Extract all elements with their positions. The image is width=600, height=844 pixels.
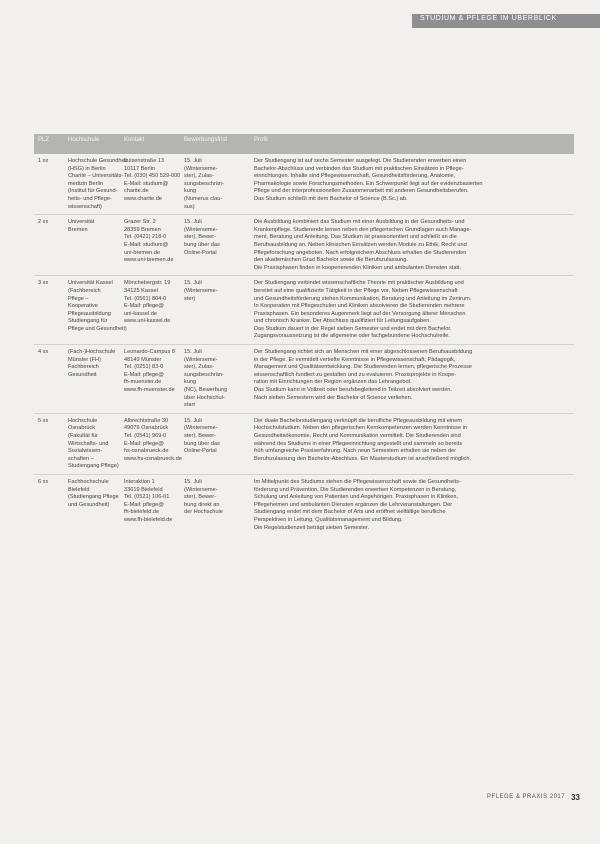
section-header-title: STUDIUM & PFLEGE IM ÜBERBLICK <box>420 15 557 22</box>
cell-line: E-Mail: pflege@ <box>124 501 164 508</box>
cell-line: start <box>184 402 195 409</box>
column-header-profil: Profil <box>254 137 268 143</box>
cell-line: www.uni-bremen.de <box>124 257 174 264</box>
cell-line: ster) <box>184 295 196 302</box>
cell-line: Die Praxisphasen finden in kooperierenden Kliniken und ambulanten Diensten statt. <box>254 264 462 271</box>
cell-line: medizin Berlin <box>68 180 104 187</box>
cell-line: Nach sieben Semestern wird der Bachelor of Science verliehen. <box>254 394 413 401</box>
cell-line: 15. Juli <box>184 478 202 485</box>
cell-line: (Winterseme- <box>184 226 218 233</box>
cell-line: 10117 Berlin <box>124 165 155 172</box>
table-row <box>34 154 574 214</box>
cell-line: ration mit Einrichtungen der Region ergänzen das Lehrangebot. <box>254 379 412 386</box>
cell-profil <box>250 414 574 474</box>
cell-line: früh umfangreiche Praxiserfahrung. Nach neun Semestern erhalten sie neben der <box>254 448 457 455</box>
cell-line: Universität <box>68 219 95 226</box>
cell-line: Hochschule <box>68 417 98 424</box>
cell-line: fh-bielefeld.de <box>124 509 160 516</box>
cell-line: Studiengang Pflege) <box>68 463 119 470</box>
cell-line: 2 xx <box>38 219 49 226</box>
section-header-band <box>412 14 600 28</box>
cell-kontakt <box>120 345 180 413</box>
cell-line: Leonardo-Campus 8 <box>124 349 175 356</box>
cell-line: 15. Juli <box>184 158 202 164</box>
cell-line: (Studiengang Pflege <box>68 494 119 501</box>
cell-line: wissenschaftlich fundiert zu gestalten und zu evaluieren. Praxisprojekte in Koope- <box>254 371 457 378</box>
table-header <box>34 134 574 154</box>
cell-line: ment, Beratung und Anleitung. Das Studium ist praxisorientiert und schließt an die <box>254 234 457 241</box>
cell-line: Bremen <box>68 226 88 233</box>
cell-hochschule <box>64 154 128 214</box>
cell-line: Online-Portal <box>184 448 217 455</box>
cell-plz <box>34 154 64 214</box>
cell-line: Management und Qualitätsentwicklung. Die Studierenden lernen, pflegerische Prozesse <box>254 364 472 371</box>
cell-line: und Gesundheit) <box>68 501 110 508</box>
cell-line: Tel. (030) 450 529-000 <box>124 173 181 180</box>
cell-line: Pflegeheimen und ambulanten Diensten ergänzen die Lehrveranstaltungen. Der <box>254 501 453 508</box>
cell-line: fh-muenster.de <box>124 379 162 386</box>
cell-line: In Kooperation mit Pflegeschulen und Kliniken absolvieren die Studierenden mehrere <box>254 303 465 310</box>
cell-line: 49076 Osnabrück <box>124 425 169 432</box>
cell-kontakt <box>120 154 180 214</box>
cell-line: Münster (FH) <box>68 356 101 363</box>
cell-plz <box>34 475 64 535</box>
cell-line: Bielefeld <box>68 486 90 493</box>
cell-line: Tel. (0421) 218-0 <box>124 234 167 241</box>
table-row <box>34 413 574 474</box>
cell-bewerbungsfrist <box>180 215 250 275</box>
cell-line: Pflegeforschung angeboten. Nach erfolgreichem Abschluss erhalten die Studierenden <box>254 249 467 256</box>
cell-line: heits- und Pflege- <box>68 195 112 202</box>
cell-line: sus) <box>184 203 195 210</box>
cell-line: (NC), Bewerbung <box>184 387 228 394</box>
cell-line: Tel. (0521) 106-01 <box>124 494 170 501</box>
table-body <box>34 154 574 535</box>
cell-line: Albrechtstraße 30 <box>124 417 169 424</box>
cell-line: Luisenstraße 13 <box>124 158 165 164</box>
cell-line: (HSG) in Berlin <box>68 165 106 172</box>
cell-line: E-Mail: pflege@ <box>124 371 164 378</box>
cell-line: Wirtschafts- und <box>68 440 109 447</box>
cell-line: sungsbeschrän- <box>184 371 224 378</box>
cell-hochschule <box>64 276 127 344</box>
cell-line: Im Mittelpunkt des Studiums stehen die Pflegewissenschaft sowie die Gesundheits- <box>254 478 461 485</box>
cell-hochschule <box>64 414 120 474</box>
cell-bewerbungsfrist <box>180 414 250 474</box>
cell-line: ster), Bewer- <box>184 433 217 439</box>
cell-line: (Winterseme- <box>184 356 218 363</box>
cell-line: Der Studiengang verbindet wissenschaftliche Theorie mit praktischer Ausbildung und <box>254 280 464 287</box>
study-overview-table <box>34 134 574 535</box>
cell-line: Perspektiven in Leitung, Qualitätsmanagement und Bildung. <box>254 516 403 523</box>
cell-line: 34125 Kassel <box>124 287 158 294</box>
cell-line: Pflegeausbildung <box>68 310 111 317</box>
cell-line: Pflege und der interprofessionellen Zusammenarbeit mit anderen Gesundheitsberufen. <box>254 188 469 195</box>
cell-line: (Institut für Gesund- <box>68 188 118 195</box>
cell-hochschule <box>64 345 120 413</box>
cell-bewerbungsfrist <box>180 475 250 535</box>
cell-profil <box>250 215 574 275</box>
cell-line: hs-osnabrueck.de <box>124 448 169 455</box>
page-footer <box>480 791 580 803</box>
cell-profil <box>250 276 574 344</box>
cell-line: E-Mail: pflege@ <box>124 303 164 310</box>
cell-line: Interaktion 1 <box>124 478 155 485</box>
cell-line: (Winterseme- <box>184 287 218 294</box>
table-row <box>34 214 574 275</box>
cell-bewerbungsfrist <box>180 154 250 214</box>
cell-line: einrichtungen. Inhalte sind Pflegewissenschaft, Gesundheitsförderung, Anatomie, <box>254 173 456 180</box>
cell-line: Gesundheit <box>68 371 97 378</box>
cell-line: der Hochschule <box>184 509 223 516</box>
cell-hochschule <box>64 215 120 275</box>
cell-line: Studiengang endet mit dem Bachelor of Arts und eröffnet vielfältige berufliche <box>254 509 446 516</box>
cell-line: förderung und Prävention. Die Studierenden erwerben Kompetenzen in Beratung, <box>254 486 457 493</box>
cell-line: Das Studium kann in Vollzeit oder berufsbegleitend in Teilzeit absolviert werden. <box>254 387 452 394</box>
cell-line: in der Pflege. Er vermittelt vertiefte Kenntnisse in Pflegewissenschaft, Pädagogik, <box>254 356 456 363</box>
column-header-kontakt: Kontakt <box>124 137 145 143</box>
cell-line: Berufszulassung den Bachelor-Abschluss. Ein Masterstudium ist anschließend möglich. <box>254 455 472 462</box>
cell-line: ster), Zulas- <box>184 364 214 371</box>
cell-line: 15. Juli <box>184 280 202 287</box>
cell-line: Tel. (0251) 83-0 <box>124 364 164 371</box>
cell-plz <box>34 276 64 344</box>
cell-line: Fachbereich <box>68 364 99 371</box>
cell-line: Tel. (0541) 969-0 <box>124 433 167 439</box>
cell-kontakt <box>120 475 180 535</box>
cell-line: Pflege – <box>68 295 89 302</box>
cell-hochschule <box>64 475 120 535</box>
cell-line: Der Studiengang ist auf sechs Semester ausgelegt. Die Studierenden erwerben einen <box>254 158 467 164</box>
cell-profil <box>250 154 574 214</box>
column-header-hochschule: Hochschule <box>68 137 100 143</box>
cell-line: Universität Kassel <box>68 280 113 287</box>
cell-line: 6 xx <box>38 478 49 485</box>
cell-line: wissenschaft) <box>68 203 102 210</box>
cell-line: 4 xx <box>38 349 49 356</box>
cell-line: (Winterseme- <box>184 425 218 432</box>
cell-bewerbungsfrist <box>180 345 250 413</box>
cell-line: www.fh-bielefeld.de <box>124 516 173 523</box>
cell-line: kung <box>184 188 197 195</box>
cell-profil <box>250 475 574 535</box>
cell-line: Zugangsvoraussetzung ist die allgemeine oder fachgebundene Hochschulreife. <box>254 333 450 340</box>
cell-line: Fachhochschule <box>68 478 109 485</box>
cell-line: (Fach-)Hochschule <box>68 349 116 356</box>
cell-line: 48149 Münster <box>124 356 162 363</box>
cell-line: ster), Bewer- <box>184 234 217 241</box>
cell-line: Kooperative <box>68 303 98 310</box>
cell-line: Schulung und Anleitung von Patienten und Angehörigen. Praxisphasen in Kliniken, <box>254 494 459 501</box>
footer-label: PFLEGE & PRAXIS 2017 <box>487 794 566 800</box>
cell-line: und chronisch Kranker. Der Abschluss qualifiziert für Leitungsaufgaben. <box>254 318 431 325</box>
cell-line: 15. Juli <box>184 417 202 424</box>
cell-line: Bachelor-Abschluss und verbinden das Studium mit praktischen Einsätzen in Pflege- <box>254 165 464 172</box>
cell-line: ster), Zulas- <box>184 173 214 180</box>
cell-line: 1 xx <box>38 158 49 164</box>
cell-line: Der duale Bachelorstudiengang verknüpft die berufliche Pflegeausbildung mit einem <box>254 417 463 424</box>
cell-line: Pharmakologie sowie Forschungsmethoden. Ein Schwerpunkt liegt auf der evidenzbasierten <box>254 180 483 187</box>
cell-line: den akademischen Grad Bachelor sowie die Berufszulassung. <box>254 257 408 264</box>
cell-line: www.uni-kassel.de <box>124 318 171 325</box>
cell-line: ster), Bewer- <box>184 494 217 501</box>
cell-line: Pflege und Gesundheit) <box>68 325 127 332</box>
cell-line: 15. Juli <box>184 349 202 356</box>
cell-plz <box>34 215 64 275</box>
table-row <box>34 344 574 413</box>
cell-line: E-Mail: pflege@ <box>124 440 164 447</box>
cell-line: uni-bremen.de <box>124 249 161 256</box>
cell-line: Die Ausbildung kombiniert das Studium mit einer Ausbildung in der Gesundheits- und <box>254 219 465 226</box>
column-header-bewerbungsfrist: Bewerbungsfrist <box>184 137 228 143</box>
cell-line: (Winterseme- <box>184 165 218 172</box>
cell-line: 33619 Bielefeld <box>124 486 163 493</box>
cell-line: E-Mail: studium@ <box>124 241 169 248</box>
cell-line: über Hochschul- <box>184 394 225 401</box>
cell-line: Die Regelstudienzeit beträgt sieben Semester. <box>254 524 370 531</box>
cell-line: bereitet auf eine qualifizierte Tätigkeit in der Pflege vor. Neben Pflegewissenschaft <box>254 287 458 294</box>
cell-line: charite.de <box>124 188 149 195</box>
cell-line: Hochschulstudium. Neben den pflegerischen Kernkompetenzen werden Kenntnisse in <box>254 425 468 432</box>
cell-plz <box>34 345 64 413</box>
cell-line: Sozialwissen- <box>68 448 103 455</box>
cell-line: bung über das <box>184 440 220 447</box>
cell-line: kung <box>184 379 197 386</box>
cell-line: 5 xx <box>38 417 49 424</box>
cell-line: www.fh-muenster.de <box>124 387 175 394</box>
cell-line: Osnabrück <box>68 425 96 432</box>
cell-line: E-Mail: studium@ <box>124 180 169 187</box>
cell-line: während des Studiums in einer Pflegeeinrichtung angestellt und sammeln so bereits <box>254 440 463 447</box>
cell-profil <box>250 345 574 413</box>
cell-plz <box>34 414 64 474</box>
cell-line: Das Studium schließt mit dem Bachelor of Science (B.Sc.) ab. <box>254 195 408 202</box>
page-number: 33 <box>571 792 580 802</box>
cell-line: Hochschule Gesundheit <box>68 158 128 164</box>
cell-line: Charité – Universitäts- <box>68 173 124 180</box>
cell-bewerbungsfrist <box>180 276 250 344</box>
cell-line: Praxisphasen. Ein besonderes Augenmerk liegt auf der Versorgung älterer Menschen <box>254 310 466 317</box>
cell-line: uni-kassel.de <box>124 310 157 317</box>
table-row <box>34 474 574 535</box>
cell-line: (Numerus clau- <box>184 195 223 202</box>
column-header-plz: PLZ <box>38 137 50 143</box>
cell-line: Tel. (0561) 804-0 <box>124 295 167 302</box>
cell-line: Grazer Str. 2 <box>124 219 156 226</box>
table-row <box>34 275 574 344</box>
cell-line: Berufsausbildung an. Neben klinischen Einsätzen werden Module zu Ethik, Recht und <box>254 241 467 248</box>
cell-line: 28359 Bremen <box>124 226 161 233</box>
cell-line: (Fakultät für <box>68 433 98 439</box>
cell-line: Online-Portal <box>184 249 217 256</box>
cell-kontakt <box>120 215 180 275</box>
cell-line: bung direkt an <box>184 501 220 508</box>
cell-line: www.hs-osnabrueck.de <box>124 455 182 462</box>
cell-line: bung über das <box>184 241 220 248</box>
cell-line: Krankenpflege. Studierende lernen neben den pflegerischen Grundlagen auch Manage- <box>254 226 472 233</box>
cell-line: 3 xx <box>38 280 49 287</box>
cell-line: und Gesundheitsförderung stehen Kommunikation, Beratung und Anleitung im Zentrum. <box>254 295 472 302</box>
cell-line: (Fachbereich <box>68 287 101 294</box>
cell-line: Der Studiengang richtet sich an Menschen mit einer abgeschlossenen Berufsausbildung <box>254 349 473 356</box>
cell-line: (Winterseme- <box>184 486 218 493</box>
cell-line: www.charite.de <box>124 195 162 202</box>
cell-line: 15. Juli <box>184 219 202 226</box>
cell-line: Gesundheitsökonomie, Recht und Kommunikation vermittelt. Die Studierenden sind <box>254 433 461 439</box>
cell-line: Studiengang für <box>68 318 108 325</box>
cell-kontakt <box>120 414 180 474</box>
cell-line: sungsbeschrän- <box>184 180 224 187</box>
cell-line: Das Studium dauert in der Regel sieben Semester und endet mit dem Bachelor. <box>254 325 452 332</box>
cell-line: Mönchebergstr. 19 <box>124 280 171 287</box>
cell-line: schaften – <box>68 455 94 462</box>
cell-kontakt <box>120 276 180 344</box>
